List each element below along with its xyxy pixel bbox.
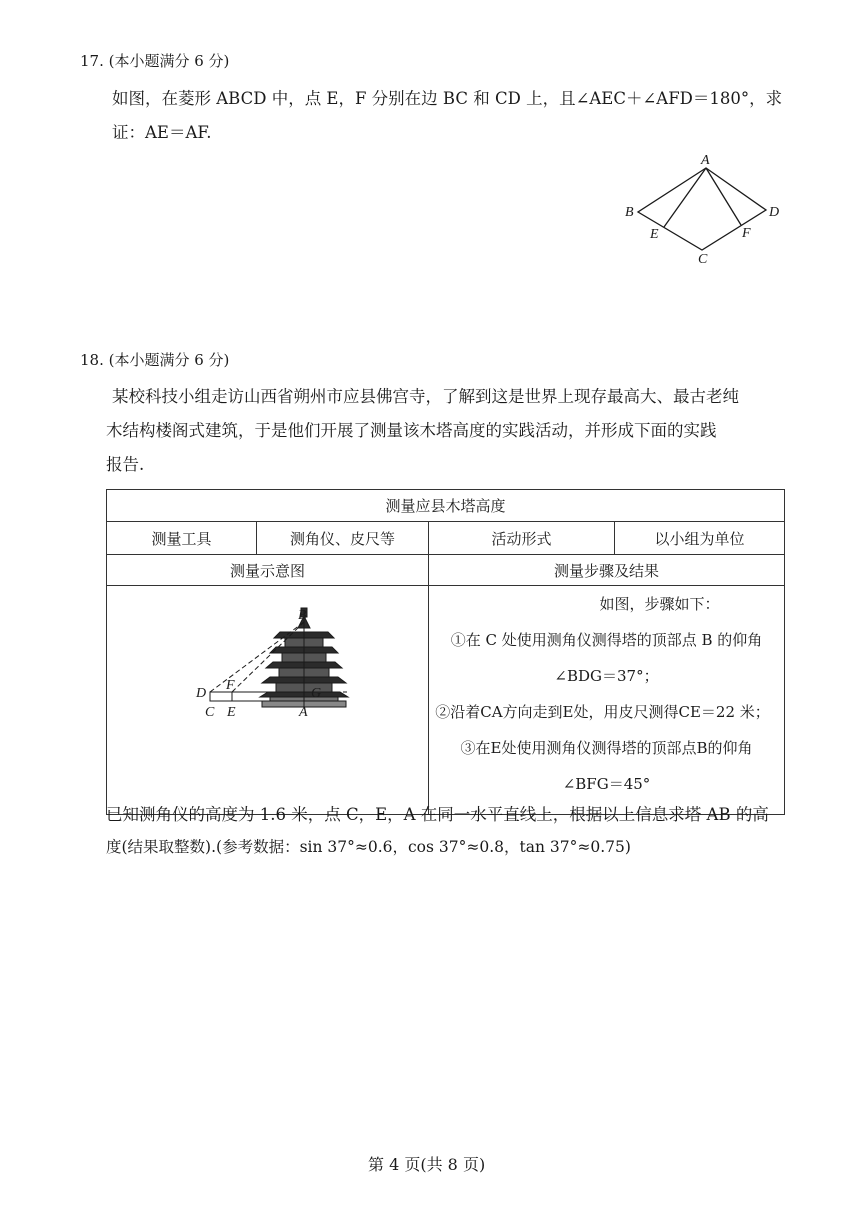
step-3-angle: ∠BFG＝45°	[562, 775, 651, 793]
report-table	[106, 489, 785, 815]
label-b: B	[297, 608, 307, 623]
q17-line1: 如图，在菱形 ABCD 中，点 E，F 分别在边 BC 和 CD 上，且∠AEC＋∠AFD＝180°，求	[112, 89, 783, 108]
step-1: ①在 C 处使用测角仪测得塔的顶部点 B 的仰角	[450, 631, 763, 649]
segment-af	[706, 168, 741, 225]
step-3: ③在E处使用测角仪测得塔的顶部点B的仰角	[460, 739, 753, 757]
diagram-header: 测量示意图	[107, 555, 429, 586]
q18-line1: 某校科技小组走访山西省朔州市应县佛宫寺，了解到这是世界上现存最高大、最古老纯	[112, 387, 739, 406]
rhombus-figure	[610, 150, 790, 265]
q18-after2: 度(结果取整数).(参考数据：sin 37°≈0.6，cos 37°≈0.8，tan 37°≈0.75)	[106, 838, 631, 856]
label-c: C	[698, 252, 708, 265]
label-d: D	[769, 205, 780, 220]
label-b: B	[625, 205, 634, 220]
step-2: ②沿着CA方向走到E处，用皮尺测得CE＝22 米；	[435, 703, 770, 721]
steps-cell	[429, 586, 785, 815]
label-f: F	[225, 678, 235, 693]
segment-ae	[664, 168, 706, 227]
q18-header: 18. (本小题满分 6 分)	[80, 351, 230, 369]
step-1-angle: ∠BDG＝37°；	[554, 667, 659, 685]
q18-line2: 木结构楼阁式建筑，于是他们开展了测量该木塔高度的实践活动，并形成下面的实践	[106, 421, 717, 440]
q17-header: 17. (本小题满分 6 分)	[80, 52, 230, 70]
label-f: F	[742, 226, 751, 241]
label-e: E	[226, 705, 236, 720]
steps-intro: 如图，步骤如下：	[599, 595, 720, 613]
q18-line3: 报告.	[106, 455, 145, 474]
page-footer: 第 4 页(共 8 页)	[368, 1155, 486, 1174]
q18-after1: 已知测角仪的高度为 1.6 米，点 C，E，A 在同一水平直线上，根据以上信息求塔 AB 的高	[106, 805, 769, 824]
diagram-cell	[107, 586, 429, 815]
label-g: G	[310, 686, 321, 701]
form-value: 以小组为单位	[615, 522, 785, 555]
q17-line2: 证：AE＝AF.	[112, 123, 212, 142]
report-title: 测量应县木塔高度	[107, 490, 785, 522]
label-a: A	[701, 153, 710, 168]
pagoda-diagram	[108, 586, 428, 810]
tools-label: 测量工具	[107, 522, 257, 555]
label-c: C	[204, 705, 214, 720]
label-d: D	[195, 686, 206, 701]
steps-header: 测量步骤及结果	[429, 555, 785, 586]
tools-value: 测角仪、皮尺等	[257, 522, 429, 555]
label-a: A	[298, 705, 308, 720]
form-label: 活动形式	[429, 522, 615, 555]
label-e: E	[650, 227, 659, 242]
